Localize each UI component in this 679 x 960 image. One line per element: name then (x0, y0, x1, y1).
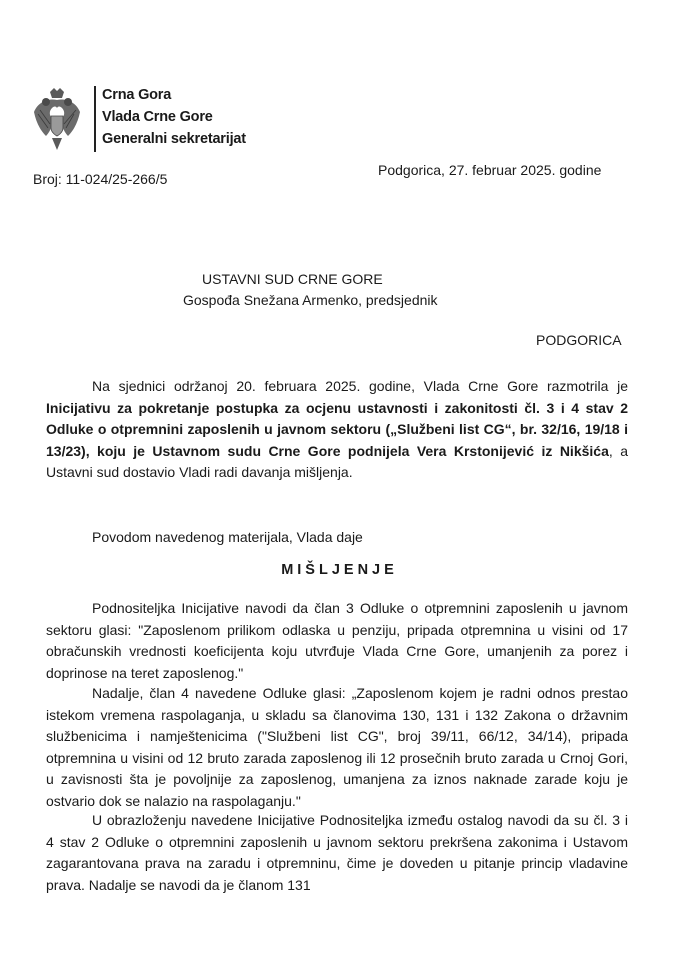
intro-paragraph-2: Povodom navedenog materijala, Vlada daje (92, 529, 363, 545)
header-institution (102, 84, 246, 150)
body-paragraph: Nadalje, član 4 navedene Odluke glasi: „Zaposlenom kojem je radni odnos prestao istekom vremena raspolaganja, u skladu sa članovima 130, 131 i 132 Zakona o državnim službenicima i namještenicima ("Službeni list CG", broj 39/11, 66/12, 34/14), pripada otpremnina u visini od 12 bruto zarada zaposlenog ili 12 prosečnih bruto zarada u Crnoj Gori, u zavisnosti šta je povoljnije za zaposlenog, umanjena za iznos naknade zarade koju je ostvario dok se nalazio na raspolaganju." (46, 685, 628, 809)
recipient-institution: USTAVNI SUD CRNE GORE (202, 271, 383, 287)
header-secretariat: Generalni sekretarijat (102, 131, 246, 147)
reference-number: Broj: 11-024/25-266/5 (33, 171, 168, 187)
header-divider (94, 86, 96, 152)
intro-text-1: Na sjednici održanoj 20. februara 2025. godine, Vlada Crne Gore razmotrila je (92, 378, 628, 394)
document-title: MIŠLJENJE (281, 562, 398, 578)
initiative-reference: Inicijativu za pokretanje postupka za ocjenu ustavnosti i zakonitosti čl. 3 i 4 stav 2 Odluke o otpremnini zaposlenih u javnom sektoru („Službeni list CG“, br. 32/16, 19/18 i 13/23), koju je Ustavnom sudu Crne Gore podnijela Vera Krstonijević iz Nikšića (46, 399, 628, 459)
header-country: Crna Gora (102, 87, 172, 103)
intro-text-2: , a Ustavni sud dostavio Vladi radi davanja mišljenja. (46, 442, 628, 480)
body-paragraph: U obrazloženju navedene Inicijative Podnositeljka između ostalog navodi da su čl. 3 i 4 stav 2 Odluke o otpremnini zaposlenih u javnom sektoru prekršena zakonima i Ustavom zagarantovana prava na zaradu i otpremninu, čime je doveden u pitanje princip vladavine prava. Nadalje se navodi da je članom 131 (46, 812, 628, 893)
header-government: Vlada Crne Gore (102, 109, 213, 125)
coat-of-arms-icon (30, 88, 84, 152)
document-date: Podgorica, 27. februar 2025. godine (378, 162, 602, 178)
recipient-person: Gospođa Snežana Armenko, predsjednik (183, 292, 438, 308)
recipient-city: PODGORICA (536, 332, 622, 348)
intro-paragraph (46, 376, 628, 484)
body-paragraph: Podnositeljka Inicijative navodi da član 3 Odluke o otpremnini zaposlenih u javnom sektoru glasi: "Zaposlenom prilikom odlaska u penziju, pripada otpremnina u visini od 17 obračunskih vrednosti koeficijenta koju utvrđuje Vlada Crne Gore, umanjenih za porez i doprinose na teret zaposlenog." (46, 600, 628, 681)
